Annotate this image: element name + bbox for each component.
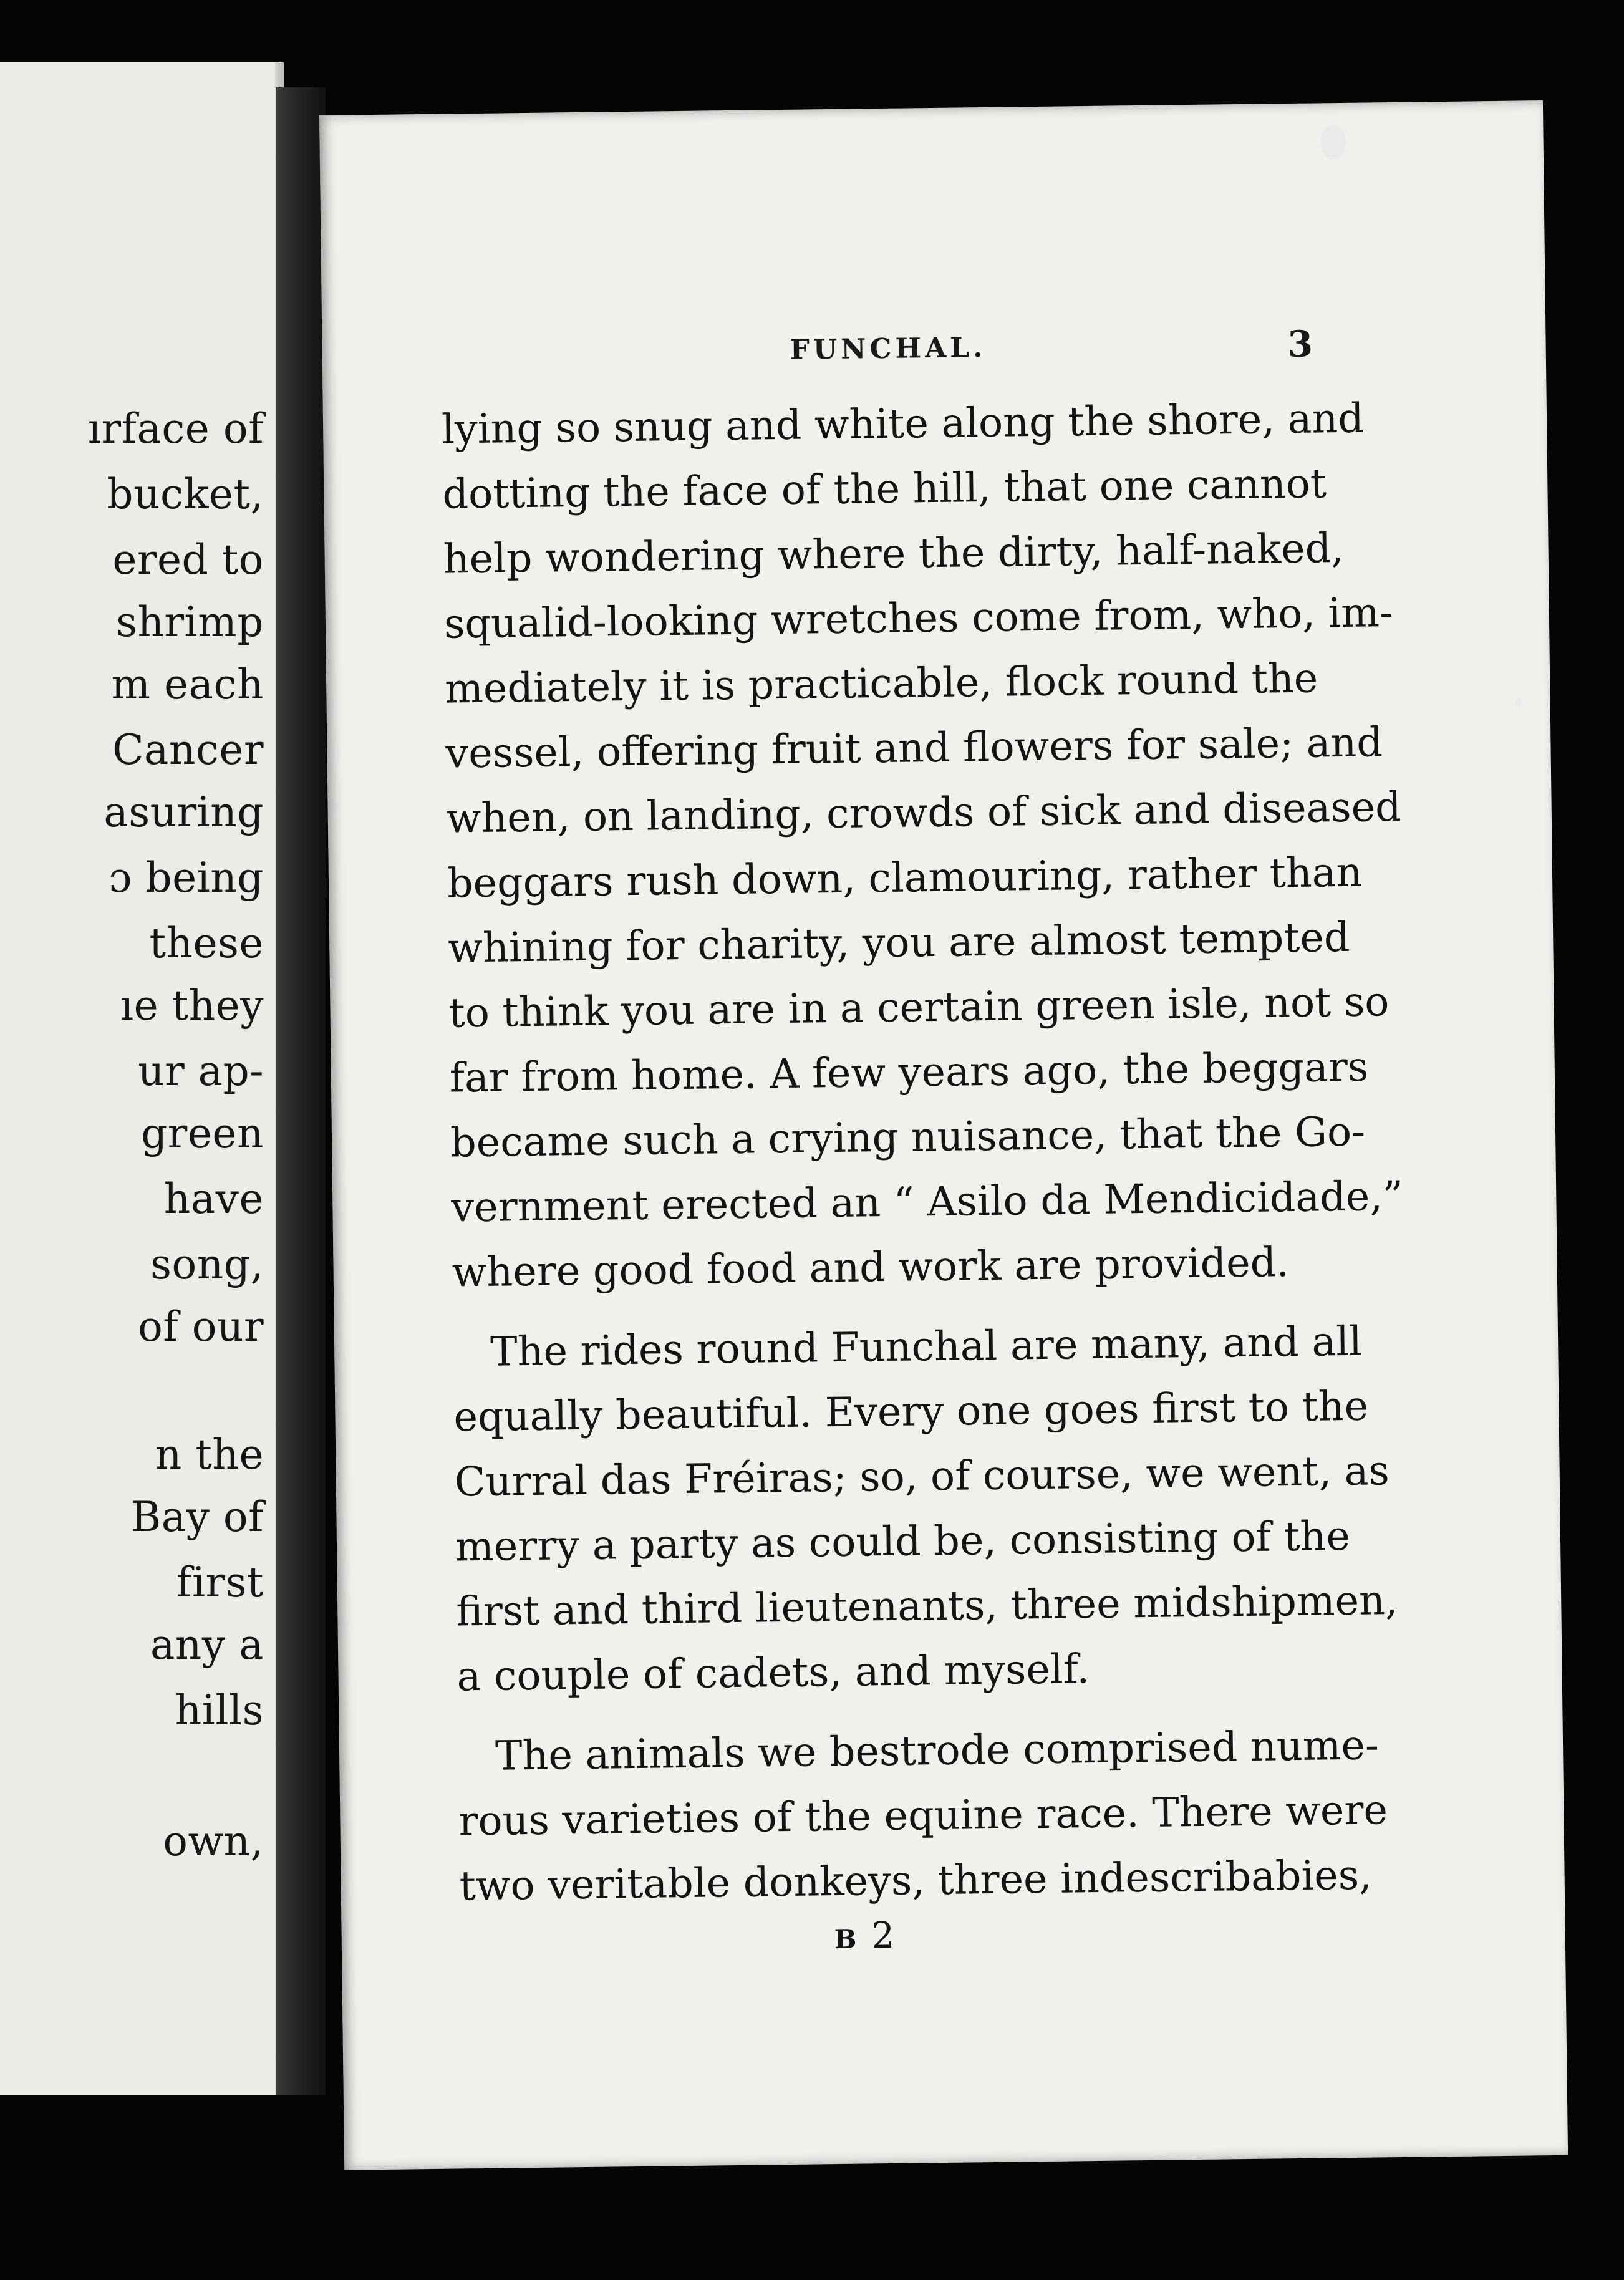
text-line: rous varieties of the equine race. There were xyxy=(458,1787,1388,1845)
text-line: to think you are in a certain green isle, not so xyxy=(448,978,1390,1037)
left-page-line: own, xyxy=(163,1817,264,1865)
left-page-line: Cancer xyxy=(112,726,264,774)
text-line: mediately it is practicable, flock round the xyxy=(444,655,1318,713)
left-page-line: any a xyxy=(150,1621,264,1669)
text-line: equally beautiful. Every one goes first to the xyxy=(453,1383,1369,1441)
body-text xyxy=(441,387,1404,1920)
text-line: Curral das Fréiras; so, of course, we went, as xyxy=(454,1447,1390,1506)
dust-speck xyxy=(1515,698,1522,707)
text-line: The rides round Funchal are many, and all xyxy=(490,1318,1363,1376)
text-line: two veritable donkeys, three indescribabies, xyxy=(459,1852,1373,1910)
text-line: first and third lieutenants, three midshipmen, xyxy=(455,1577,1398,1636)
left-page-line: bucket, xyxy=(107,470,264,518)
text-line: beggars rush down, clamouring, rather than xyxy=(447,849,1363,907)
left-page-line: ered to xyxy=(112,536,264,584)
left-page-line: ɔ being xyxy=(109,854,264,902)
left-page-line: green xyxy=(141,1109,264,1157)
left-page-line: hills xyxy=(175,1686,264,1734)
left-page-line: first xyxy=(176,1558,264,1606)
text-line: vessel, offering fruit and flowers for sale; and xyxy=(445,719,1383,778)
left-page-line: shrimp xyxy=(116,598,264,646)
left-page-line: these xyxy=(149,919,264,967)
left-page-line: Bay of xyxy=(130,1493,264,1541)
text-line: help wondering where the dirty, half-naked, xyxy=(443,524,1345,583)
text-line: lying so snug and white along the shore, and xyxy=(441,395,1365,453)
text-line: whining for charity, you are almost tempted xyxy=(447,914,1350,972)
book-binding xyxy=(276,87,326,2095)
left-page-line: asuring xyxy=(104,788,264,836)
text-line: where good food and work are provided. xyxy=(452,1239,1290,1297)
text-line: vernment erected an “ Asilo da Mendicidade,” xyxy=(450,1172,1404,1232)
text-line: dotting the face of the hill, that one cannot xyxy=(442,460,1327,518)
left-page-line: ur ap- xyxy=(138,1047,264,1095)
left-page xyxy=(0,62,284,2095)
text-line: became such a crying nuisance, that the Go- xyxy=(450,1108,1366,1167)
left-page-line: ıe they xyxy=(120,982,264,1030)
signature-letter: B xyxy=(834,1923,872,1955)
text-line: merry a party as could be, consisting of the xyxy=(455,1512,1351,1571)
signature-mark xyxy=(834,1914,903,1957)
text-line: squalid-looking wretches come from, who, im- xyxy=(443,589,1394,648)
text-line: when, on landing, crowds of sick and diseased xyxy=(446,783,1402,843)
dust-speck xyxy=(1321,125,1346,159)
left-page-line: have xyxy=(163,1175,264,1223)
text-line: a couple of cadets, and myself. xyxy=(457,1646,1090,1701)
left-page-line: of our xyxy=(138,1303,264,1351)
page-number: 3 xyxy=(1287,322,1313,366)
signature-number: 2 xyxy=(871,1913,904,1957)
text-line: far from home. A few years ago, the beggars xyxy=(449,1043,1369,1102)
left-page-line: ırface of xyxy=(87,405,264,453)
left-page-line: m each xyxy=(111,660,264,708)
running-head: FUNCHAL. xyxy=(790,331,987,366)
left-page-line: n the xyxy=(155,1431,264,1479)
text-line: The animals we bestrode comprised nume- xyxy=(495,1722,1380,1780)
right-page xyxy=(319,100,1568,2170)
left-page-line: song, xyxy=(150,1240,264,1288)
